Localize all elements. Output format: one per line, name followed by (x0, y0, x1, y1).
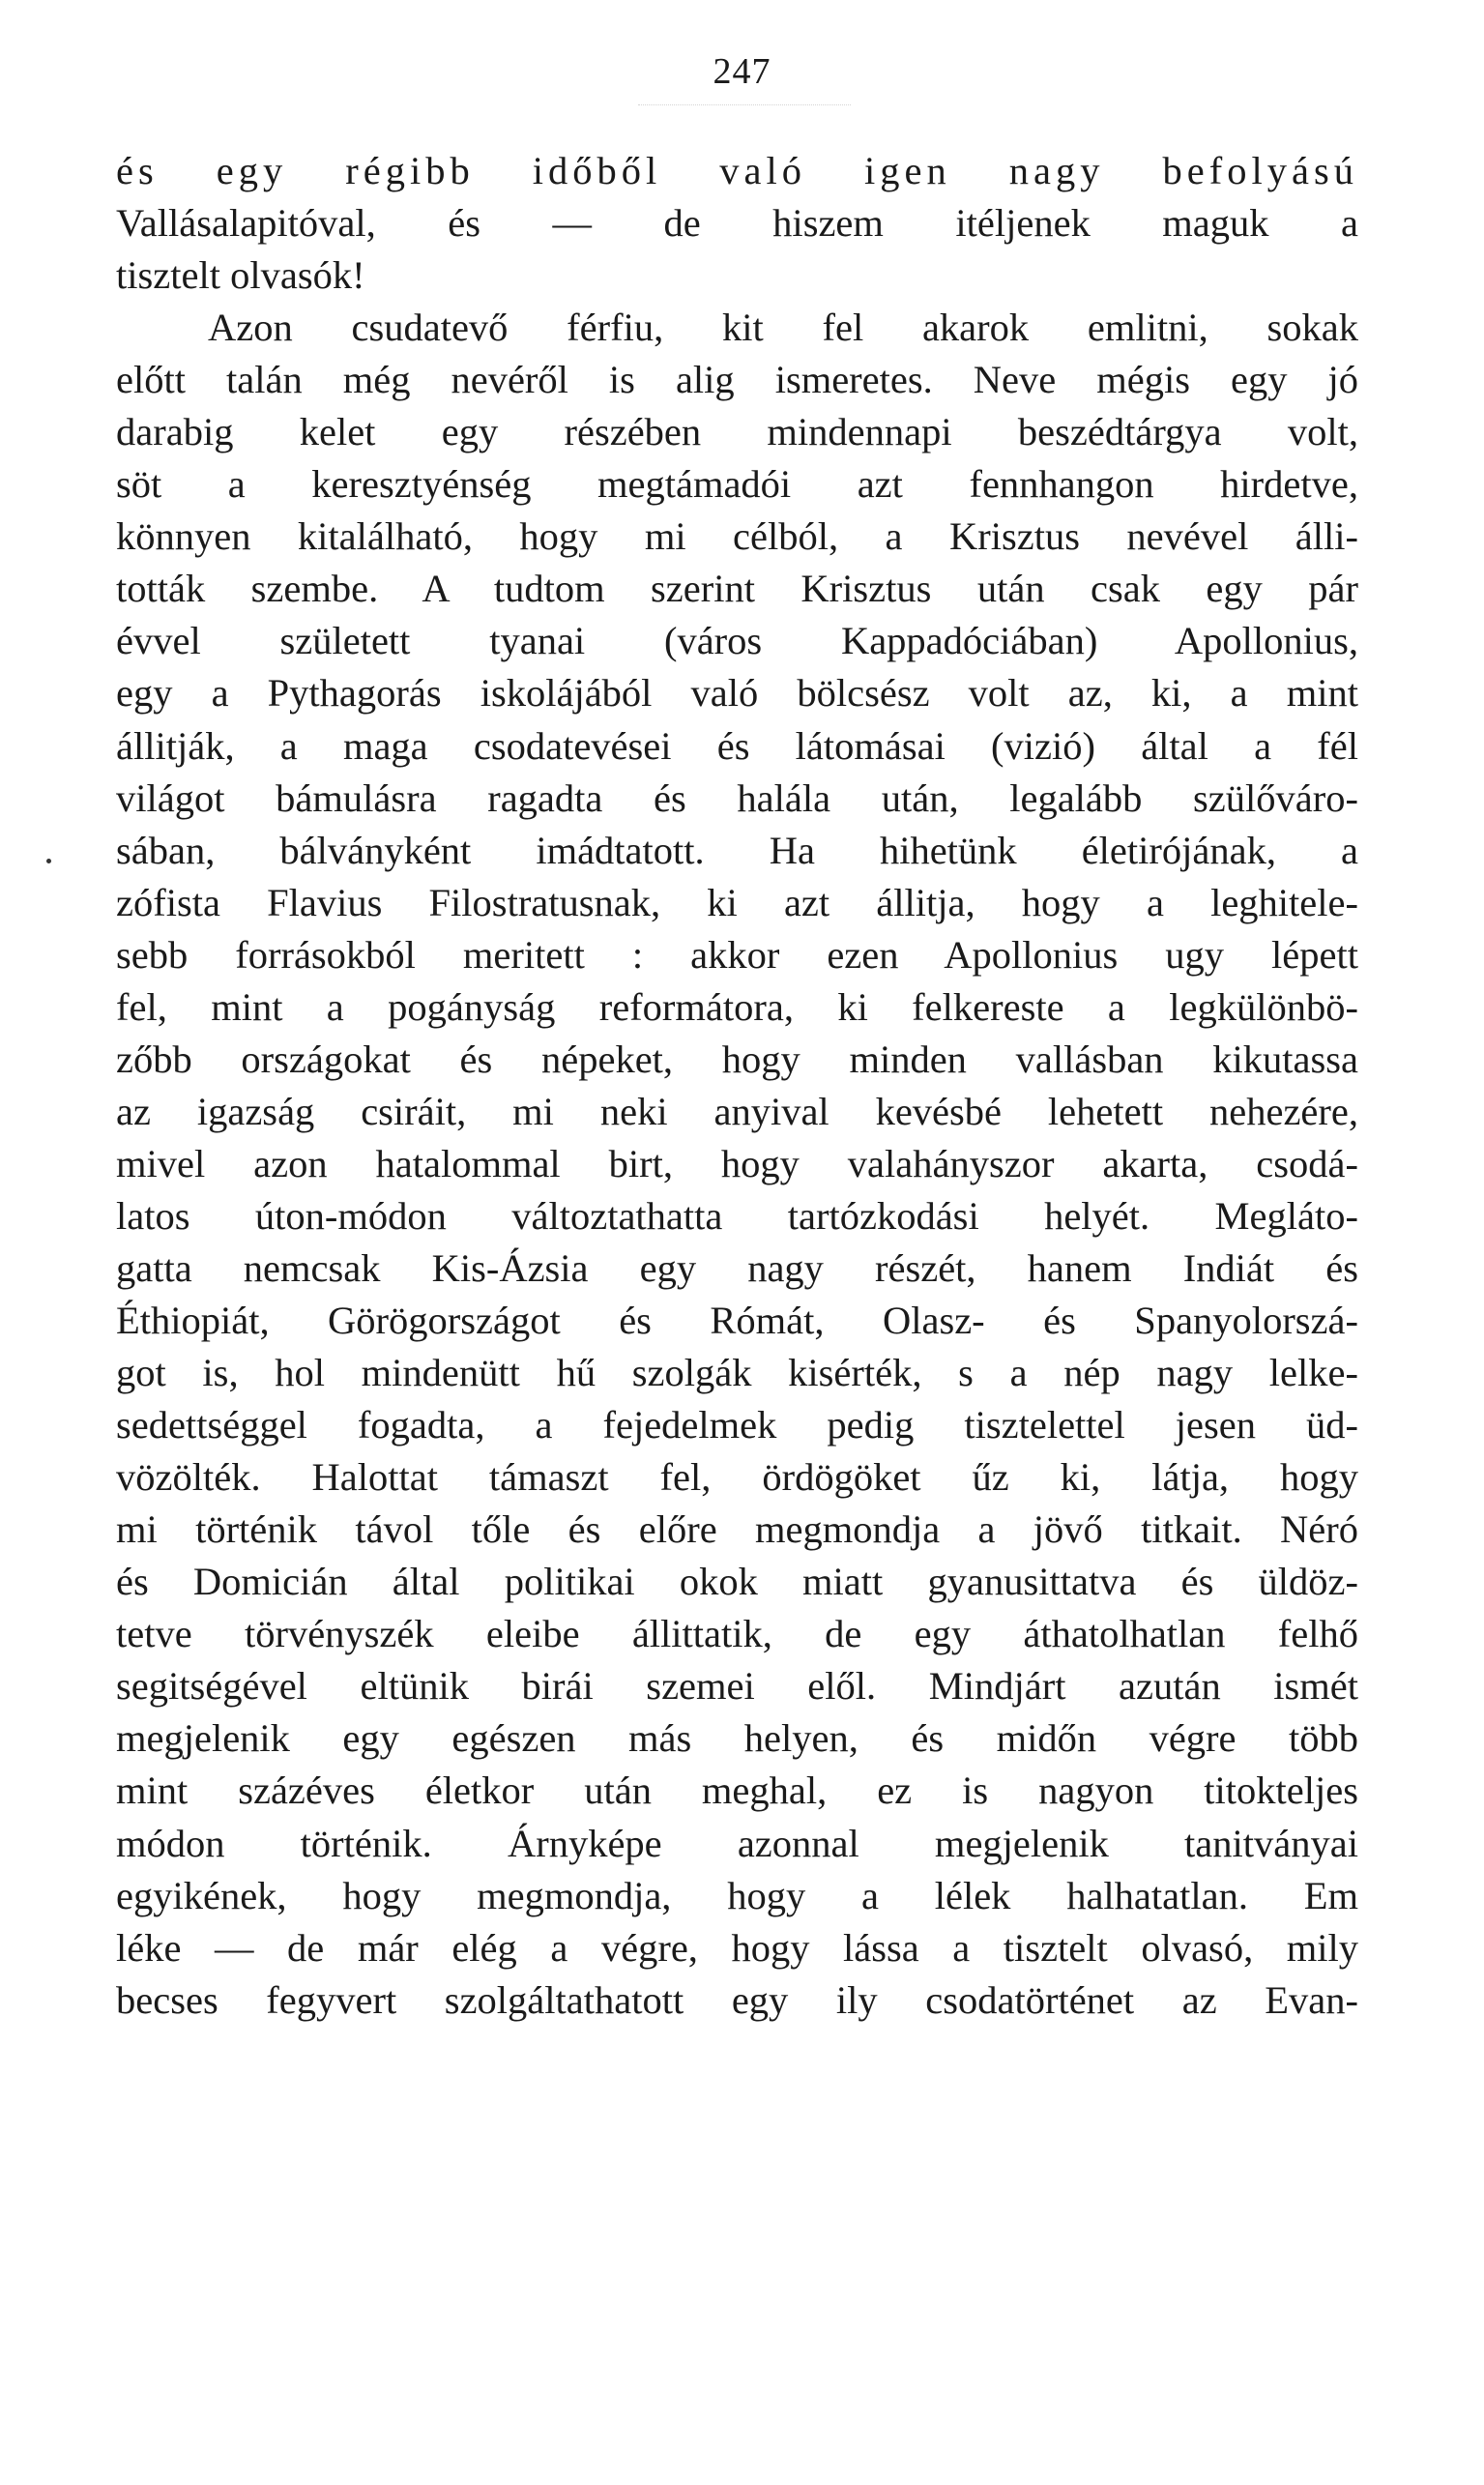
text-line: Azon csudatevő férfiu, kit fel akarok emlitni, sokak (208, 306, 1358, 350)
text-line: segitségével eltünik birái szemei elől. Mindjárt azután ismét (116, 1664, 1358, 1709)
text-line: sebb forrásokból meritett : akkor ezen Apollonius ugy lépett (116, 932, 1358, 977)
text-line: megjelenik egy egészen más helyen, és midőn végre több (116, 1716, 1358, 1761)
text-line: becses fegyvert szolgáltathatott egy ily csodatörténet az Evan- (116, 1977, 1358, 2022)
text-line: egyikének, hogy megmondja, hogy a lélek halhatatlan. Em (116, 1873, 1358, 1917)
text-line: darabig kelet egy részében mindennapi beszédtárgya volt, (116, 410, 1358, 454)
text-line: Vallásalapitóval, és — de hiszem itéljenek maguk a (116, 201, 1358, 246)
text-line: sedettséggel fogadta, a fejedelmek pedig tisztelettel jesen üd- (116, 1403, 1358, 1447)
text-line: az igazság csiráit, mi neki anyival kevésbé lehetett nehezére, (116, 1089, 1358, 1133)
text-line: könnyen kitalálható, hogy mi célból, a Krisztus nevével álli- (116, 514, 1358, 559)
text-line: évvel született tyanai (város Kappadóciában) Apollonius, (116, 619, 1358, 663)
page-number: 247 (713, 51, 771, 92)
text-line: léke — de már elég a végre, hogy lássa a tisztelt olvasó, mily (116, 1925, 1358, 1970)
text-line: előtt talán még nevéről is alig ismeretes. Neve mégis egy jó (116, 358, 1358, 402)
text-line: zófista Flavius Filostratusnak, ki azt állitja, hogy a leghitele- (116, 880, 1358, 924)
text-line: fel, mint a pogányság reformátora, ki felkereste a legkülönbö- (116, 984, 1358, 1029)
text-line: gatta nemcsak Kis-Ázsia egy nagy részét, hanem Indiát és (116, 1245, 1358, 1290)
text-line: és egy régibb időből való igen nagy befolyású (116, 149, 1358, 192)
text-line: mivel azon hatalommal birt, hogy valahányszor akarta, csodá- (116, 1141, 1358, 1185)
text-line: söt a keresztyénség megtámadói azt fennhangon hirdetve, (116, 462, 1358, 507)
text-line: állitják, a maga csodatevései és látomásai (vizió) által a fél (116, 723, 1358, 768)
text-line: mint százéves életkor után meghal, ez is nagyon titokteljes (116, 1769, 1358, 1813)
text-line: sában, bálványként imádtatott. Ha hihetünk életirójának, a (116, 828, 1358, 872)
header-ornament (638, 104, 851, 111)
text-line: és Domicián által politikai okok miatt gyanusittatva és üldöz- (116, 1560, 1358, 1604)
text-line: tisztelt olvasók! (116, 253, 365, 298)
text-line: tetve törvényszék eleibe állittatik, de egy áthatolhatlan felhő (116, 1612, 1358, 1656)
margin-mark (46, 859, 51, 863)
text-line: zőbb országokat és népeket, hogy minden vallásban kikutassa (116, 1037, 1358, 1081)
text-line: latos úton-módon változtathatta tartózkodási helyét. Meglátо- (116, 1193, 1358, 1238)
text-line: tották szembe. A tudtom szerint Krisztus után csak egy pár (116, 567, 1358, 611)
body-text (116, 145, 1358, 2027)
text-line: módon történik. Árnyképe azonnal megjelenik tanitványai (116, 1821, 1358, 1865)
text-line: got is, hol mindenütt hű szolgák kisérték, s a nép nagy lelke- (116, 1351, 1358, 1395)
text-line: egy a Pythagorás iskolájából való bölcsész volt az, ki, a mint (116, 671, 1358, 716)
text-line: mi történik távol tőle és előre megmondja a jövő titkait. Néró (116, 1507, 1358, 1552)
text-line: világot bámulásra ragadta és halála után, legalább szülőváro- (116, 775, 1358, 820)
text-line: vözölték. Halottat támaszt fel, ördögöket űz ki, látja, hogy (116, 1455, 1358, 1500)
text-line: Éthiopiát, Görögországot és Rómát, Olasz- és Spanyolorszá- (116, 1299, 1358, 1343)
